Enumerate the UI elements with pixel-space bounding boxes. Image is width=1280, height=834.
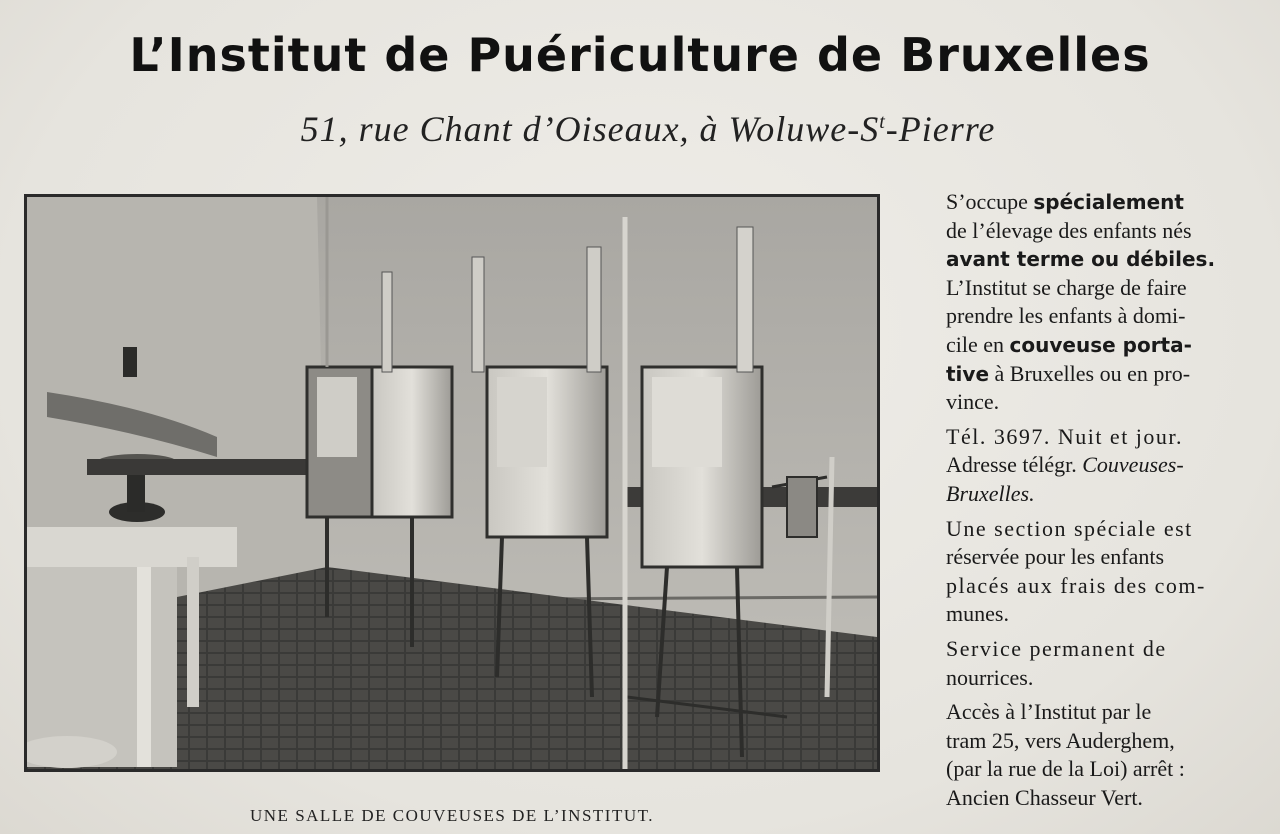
paragraph-contact bbox=[916, 423, 1264, 509]
subtitle-superscript: t bbox=[879, 111, 886, 133]
text-line: de l’élevage des enfants nés bbox=[946, 217, 1192, 243]
text-line: tram 25, vers Auderghem, bbox=[946, 727, 1175, 753]
text-line bbox=[916, 360, 1264, 389]
emphasis-specialement: spécialement bbox=[1033, 190, 1184, 214]
telegraph-address-end: Bruxelles. bbox=[946, 480, 1035, 506]
text-span: S’occupe bbox=[946, 189, 1034, 214]
text-span: cile en bbox=[946, 331, 1010, 357]
text-line: (par la rue de la Loi) arrêt : bbox=[946, 756, 1185, 782]
text-line: Service permanent de bbox=[946, 635, 1167, 661]
emphasis-tive: tive bbox=[946, 361, 990, 386]
description-column bbox=[916, 188, 1264, 818]
text-line: Tél. 3697. Nuit et jour. bbox=[946, 423, 1184, 449]
paragraph-service bbox=[916, 635, 1264, 692]
text-line: prendre les enfants à domi- bbox=[946, 303, 1186, 329]
paragraph-specialty bbox=[916, 188, 1264, 417]
page-title: L’Institut de Puériculture de Bruxelles bbox=[129, 28, 1151, 82]
text-line: Ancien Chasseur Vert. bbox=[946, 784, 1143, 810]
text-line: réservée pour les enfants bbox=[946, 544, 1165, 570]
subtitle-end: -Pierre bbox=[885, 109, 996, 149]
text-line: L’Institut se charge de faire bbox=[946, 274, 1187, 300]
text-line bbox=[916, 451, 1264, 480]
text-line: vince. bbox=[946, 389, 1000, 415]
text-line: nourrices. bbox=[946, 664, 1034, 690]
telegraph-address: Couveuses- bbox=[1082, 452, 1184, 478]
text-line bbox=[916, 188, 1264, 217]
text-line bbox=[916, 331, 1264, 360]
incubator-room-photo bbox=[24, 194, 880, 772]
text-line: placés aux frais des com- bbox=[946, 572, 1206, 598]
emphasis-couveuse: couveuse porta- bbox=[1009, 332, 1192, 357]
subtitle-main: 51, rue Chant d’Oiseaux, à Woluwe-S bbox=[300, 109, 880, 149]
photo-illustration bbox=[27, 197, 877, 769]
text-line: Accès à l’Institut par le bbox=[946, 699, 1152, 725]
text-line bbox=[916, 480, 1264, 509]
text-span: Adresse télégr. bbox=[946, 452, 1083, 478]
paragraph-section bbox=[916, 515, 1264, 629]
emphasis-avant-terme: avant terme ou débiles. bbox=[946, 247, 1216, 272]
text-span: à Bruxelles ou en pro- bbox=[989, 360, 1191, 386]
address-subtitle bbox=[0, 108, 1280, 150]
text-line: munes. bbox=[946, 601, 1009, 627]
photo-caption: UNE SALLE DE COUVEUSES DE L’INSTITUT. bbox=[250, 806, 654, 825]
text-line: Une section spéciale est bbox=[946, 515, 1193, 541]
paragraph-access bbox=[916, 698, 1264, 812]
